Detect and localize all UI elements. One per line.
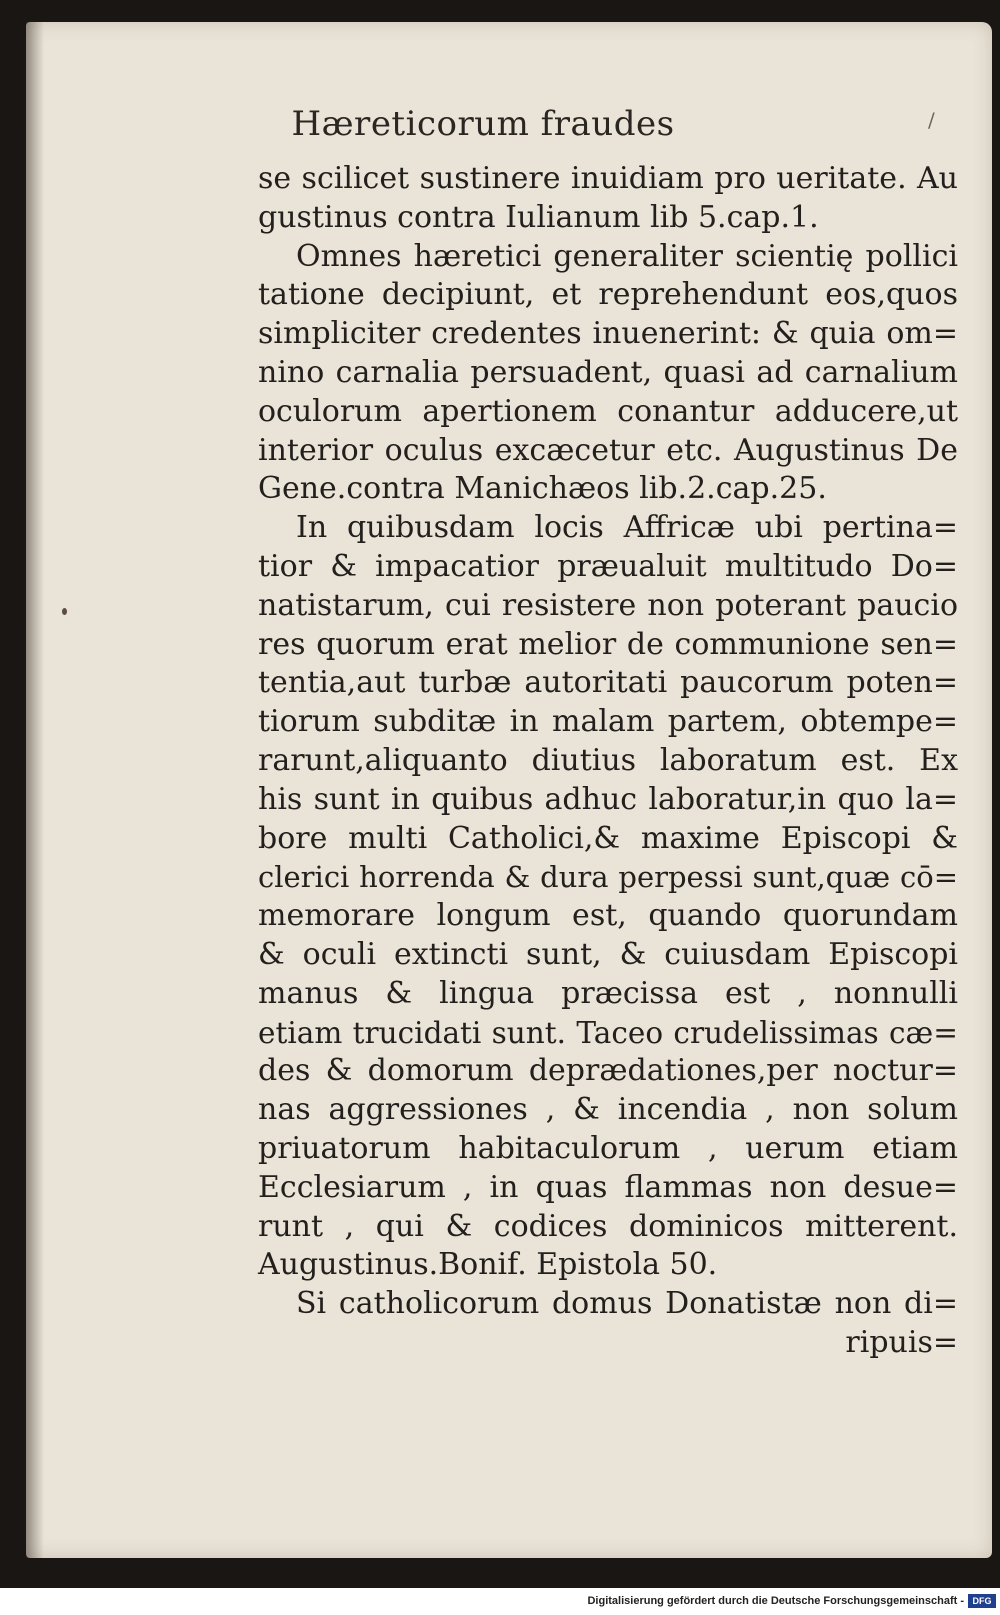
running-head: Hæreticorum fraudes (291, 104, 675, 144)
folio-mark: / (928, 108, 935, 132)
text-line: rarunt,aliquanto diutius laboratum est. Ex (258, 742, 958, 778)
dfg-logo: DFG (968, 1594, 996, 1608)
page-gutter-shadow (26, 22, 44, 1558)
text-line: memorare longum est, quando quorundam (258, 898, 958, 934)
text-line: priuatorum habitaculorum , uerum etiam (258, 1130, 958, 1166)
text-line: his sunt in quibus adhuc laboratur,in quo la= (258, 781, 958, 817)
text-line: natistarum, cui resistere non poterant paucio (258, 587, 958, 623)
text-line: Augustinus.Bonif. Epistola 50. (258, 1247, 718, 1283)
text-line: oculorum apertionem conantur adducere,ut (258, 393, 958, 429)
funding-credit: Digitalisierung gefördert durch die Deutsche Forschungsgemeinschaft - (587, 1595, 964, 1607)
text-line: nino carnalia persuadent, quasi ad carnalium (258, 354, 958, 390)
text-line: Omnes hæretici generaliter scientię pollici (296, 238, 958, 274)
text-line: runt , qui & codices dominicos mitterent. (258, 1208, 958, 1244)
text-line: Ecclesiarum , in quas flammas non desue= (258, 1169, 958, 1205)
text-line: bore multi Catholici,& maxime Episcopi & (258, 820, 958, 856)
text-line: In quibusdam locis Affricæ ubi pertina= (296, 510, 958, 546)
text-line: res quorum erat melior de communione sen= (258, 626, 958, 662)
catchword: ripuis= (845, 1324, 958, 1360)
text-line: simpliciter credentes inuenerint: & quia om= (258, 316, 958, 352)
text-line: tentia,aut turbæ autoritati paucorum poten= (258, 665, 958, 701)
text-line: tior & impacatior præualuit multitudo Do= (258, 548, 958, 584)
text-line: & oculi extincti sunt, & cuiusdam Episcopi (258, 936, 958, 972)
text-line: nas aggressiones , & incendia , non solum (258, 1092, 958, 1128)
text-line: interior oculus excæcetur etc. Augustinus De (258, 432, 958, 468)
body-text (258, 160, 958, 1363)
text-line: tatione decipiunt, et reprehendunt eos,quos (258, 277, 958, 313)
text-line: Si catholicorum domus Donatistæ non di= (296, 1286, 958, 1322)
text-line: clerici horrenda & dura perpessi sunt,quæ cō= (258, 860, 958, 895)
text-line: des & domorum deprædationes,per noctur= (258, 1053, 958, 1089)
text-line: se scilicet sustinere inuidiam pro ueritate. Au (258, 161, 958, 196)
ink-spot (62, 608, 67, 615)
text-line: Gene.contra Manichæos lib.2.cap.25. (258, 471, 827, 507)
text-line: tiorum subditæ in malam partem, obtempe= (258, 704, 958, 740)
text-line: gustinus contra Iulianum lib 5.cap.1. (258, 199, 819, 235)
text-line: manus & lingua præcissa est , nonnulli (258, 975, 958, 1011)
text-line: etiam trucidati sunt. Taceo crudelissimas cæ= (258, 1015, 958, 1050)
